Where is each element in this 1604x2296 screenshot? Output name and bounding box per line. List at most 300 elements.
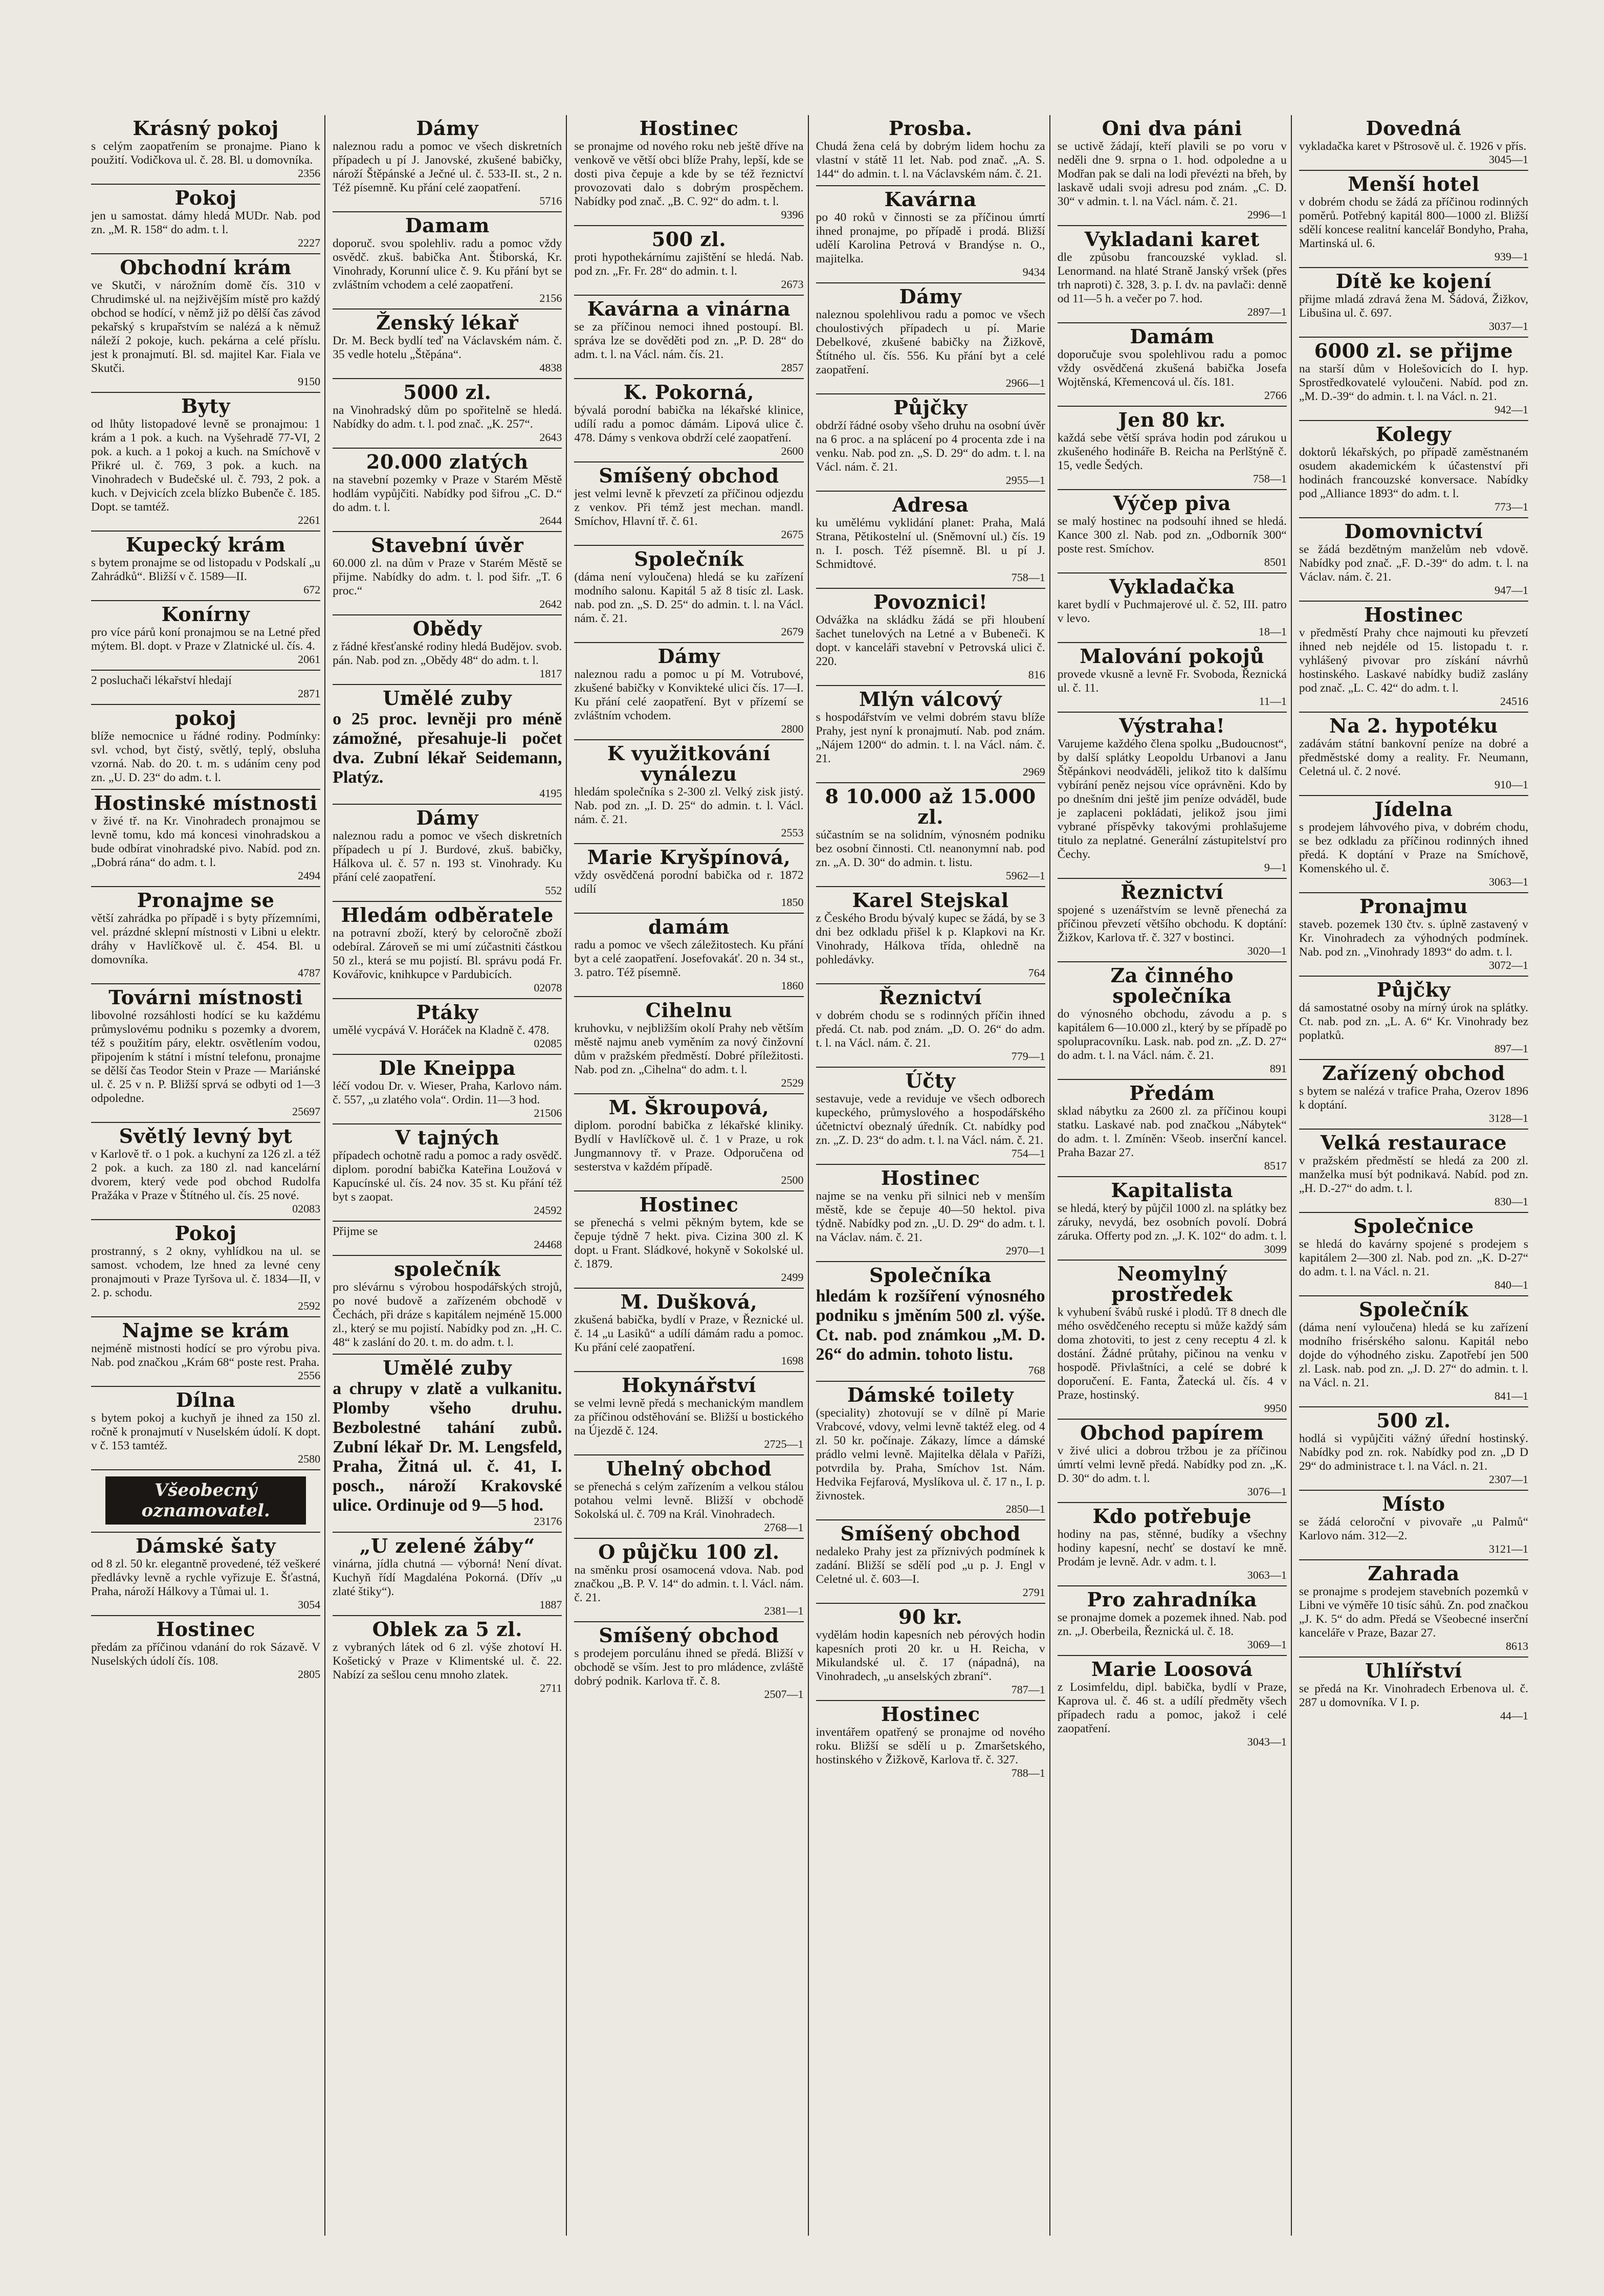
ad-reference-number: 5716 bbox=[539, 194, 562, 207]
ad-reference-number: 2966—1 bbox=[1005, 377, 1045, 389]
ad-heading: Obchodní krám bbox=[120, 256, 292, 279]
ad-body: najme se na venku při silnici neb v menším městě, kde se čepuje 40—50 hektol. piva týdně. Nabídky pod zn. „U. D. 29“ do adm. t. l. na Václav. nám. č. 21. bbox=[816, 1189, 1045, 1244]
ad-body: v předměstí Prahy chce najmouti ku převzetí ihned neb nejdéle od 15. listopadu t. r. vyhlášený pivovar pro získání návrhů hostinského. Laskavé nabídky budiž zaslány pod znač. „L. C. 42“ do adm. t. l. bbox=[1299, 626, 1529, 695]
ad-reference-number: 1887 bbox=[539, 1598, 562, 1611]
classified-ad bbox=[91, 1533, 320, 1616]
ad-body: nedaleko Prahy jest za příznivých podmínek k zadání. Bližší se sdělí pod „u p. J. Engl v Celetné ul. č. 603—I. bbox=[816, 1545, 1045, 1586]
ad-body: se pronajme od nového roku neb ještě dříve na venkově ve větší obci blíže Prahy, lepší, kde se dosti piva čepuje a kde by se též řeznictví provozovati dalo s dobrým prospěchem. Nabídky pod znač. „B. C. 92“ do adm. t. l. bbox=[574, 140, 804, 208]
ad-body: (speciality) zhotovují se v dílně pí Marie Vrabcové, vdovy, velmi levně taktéž eleg. od 4 zl. 50 kr. počínaje. Zákazy, límce a dámské prádlo velmi levně. Majitelka dělala v Paříži, potvrdila by. Praha, Smíchov 1st. Nám. Hedvika Fejfarová, Myslíkova ul. č. 17 n., I. p. živnostek. bbox=[816, 1406, 1045, 1503]
ad-body: vykladačka karet v Pštrosově ul. č. 1926 v přís. bbox=[1299, 140, 1527, 153]
ad-heading: Hostinec bbox=[639, 117, 739, 140]
classified-ad bbox=[1299, 1060, 1528, 1130]
ad-heading: Účty bbox=[905, 1069, 956, 1092]
ad-reference-number: 3121—1 bbox=[1489, 1542, 1529, 1555]
classified-ad bbox=[91, 984, 320, 1123]
classified-ad bbox=[816, 589, 1045, 686]
ad-heading: 90 kr. bbox=[898, 1605, 963, 1628]
ad-body: se pronajme domek a pozemek ihned. Nab. pod zn. „J. Oberbeila, Řeznická ul. č. 18. bbox=[1057, 1611, 1287, 1638]
ad-reference-number: 2381—1 bbox=[764, 1604, 804, 1617]
ad-body: hodlá si vypůjčiti vážný úřední hostinský. Nabídky pod zn. rok. Nabídky pod zn. „D D 29“ do administrace t. l. na Václ. n. 21. bbox=[1299, 1432, 1529, 1473]
classified-ad bbox=[816, 492, 1045, 589]
ad-body: v živé ulici a dobrou tržbou je za příčinou úmrtí velmi levně předá. Nabídky pod zn. „K. D. 30“ do adm. t. l. bbox=[1057, 1444, 1287, 1485]
classified-ad bbox=[1299, 1560, 1528, 1658]
ad-heading: Malování pokojů bbox=[1080, 645, 1265, 668]
ad-heading: Byty bbox=[181, 394, 230, 417]
classified-ad bbox=[574, 546, 803, 643]
ad-reference-number: 754—1 bbox=[1011, 1147, 1045, 1160]
ad-reference-number: 2600 bbox=[781, 445, 804, 457]
ad-heading: Řeznictví bbox=[879, 986, 982, 1009]
classified-ad bbox=[333, 805, 562, 902]
classified-ad bbox=[1058, 713, 1287, 879]
classified-ad bbox=[333, 212, 562, 310]
classified-ad bbox=[333, 999, 562, 1055]
ad-reference-number: 2970—1 bbox=[1005, 1244, 1045, 1257]
classified-ad bbox=[1058, 490, 1287, 573]
ad-heading: Za činného společníka bbox=[1110, 964, 1234, 1007]
ad-reference-number: 552 bbox=[545, 884, 562, 897]
ad-body: na potravní zboží, který by celoročně zboží odebíral. Zároveň se mi umí zúčastniti částkou 50 zl., která se mu pojistí. Bl. správu podá Fr. Kovářovic, knihkupce v Pardubicích. bbox=[333, 926, 562, 981]
ad-reference-number: 2675 bbox=[781, 528, 804, 541]
ad-heading: Konírny bbox=[161, 603, 250, 626]
classified-ad bbox=[91, 790, 320, 887]
ad-body: s hospodářstvím ve velmi dobrém stavu blíže Prahy, jest nyní k pronajmutí. Nab. pod znám. „Nájem 1200“ do admin. t. l. na Václ. nám. č. 21. bbox=[816, 711, 1045, 765]
classified-ad bbox=[91, 887, 320, 984]
ad-heading: Najme se krám bbox=[122, 1319, 290, 1342]
ad-reference-number: 3069—1 bbox=[1247, 1638, 1287, 1651]
classified-ad bbox=[333, 115, 562, 212]
ad-reference-number: 2805 bbox=[298, 1668, 321, 1681]
ad-reference-number: 939—1 bbox=[1495, 250, 1529, 263]
classified-ad bbox=[1299, 268, 1528, 338]
ad-heading: Dámy bbox=[899, 285, 962, 308]
ad-heading: Předám bbox=[1129, 1081, 1215, 1105]
ad-heading: Oni dva páni bbox=[1102, 117, 1242, 140]
classified-ad bbox=[574, 1455, 803, 1539]
ad-reference-number: 947—1 bbox=[1495, 584, 1529, 597]
classified-ad bbox=[91, 393, 320, 532]
ad-column-4 bbox=[812, 115, 1050, 2236]
ad-reference-number: 1698 bbox=[781, 1354, 804, 1367]
ad-heading: M. Dušková, bbox=[620, 1290, 758, 1313]
classified-ad bbox=[816, 887, 1045, 984]
ad-body: prostranný, s 2 okny, vyhlídkou na ul. se samost. vchodem, lze hned za levné ceny pronajmouti v Praze Tyršova ul. č. 1834—II, v 2. p. schodu. bbox=[91, 1245, 321, 1299]
ad-heading: Hostinec bbox=[639, 1193, 739, 1216]
classified-ad bbox=[1058, 115, 1287, 226]
classified-ad bbox=[574, 1191, 803, 1289]
ad-heading: 8 10.000 až 15.000 zl. bbox=[825, 785, 1036, 828]
ad-body: se malý hostinec na podsouhí ihned se hledá. Kance 300 zl. Nab. pod zn. „Odborník 300“ poste rest. Smíchov. bbox=[1057, 515, 1287, 556]
ad-heading: Menší hotel bbox=[1348, 172, 1480, 195]
ad-reference-number: 2592 bbox=[298, 1299, 321, 1312]
ad-body: libovolné rozsáhlosti hodící se ku každému průmyslovému podniku s pozemky a dvorem, též s použitím páry, elektr. osvětlením vodou, připojením k státní i místní telefonu, pronajme se dělší čas Teodor Stein v Praze — Mariánské ul. č. 25 v n. P. Bližší sprvá se odbyti od 1—3 odpoledne. bbox=[91, 1009, 321, 1105]
classified-ad bbox=[1058, 1503, 1287, 1586]
classified-ad bbox=[333, 1222, 562, 1256]
ad-body: naleznou radu a pomoc ve všech diskretních případech u pí J. Burdové, zkuš. babičky, Hálkova ul. č. 57 n. 193 st. Vinohrady. Ku přání celé zaopatření. bbox=[333, 829, 562, 884]
ad-heading: Továrni místnosti bbox=[108, 986, 303, 1009]
classified-ad bbox=[574, 379, 803, 462]
ad-body: 60.000 zl. na dům v Praze v Starém Městě se přijme. Nabídky do adm. t. l. pod šifr. „T. 6 proc.“ bbox=[333, 557, 562, 598]
ad-body: sklad nábytku za 2600 zl. za příčinou koupi statku. Laskavé nab. pod značkou „Nábytek“ do adm. t. l. Zmíněn: Všeob. inserční kancel. Praha Bazar 27. bbox=[1057, 1105, 1287, 1159]
ad-body: z vybraných látek od 6 zl. výše zhotoví H. Košetický v Praze v Klimentské ul. č. 22. Nabízí za sešlou cenu mnoho zlatek. bbox=[333, 1641, 562, 1682]
classified-ad bbox=[91, 1387, 320, 1470]
ad-body: od lhůty listopadové levně se pronajmou: 1 krám a 1 pok. a kuch. na Vyšehradě 77-VI, 2 pok. a kuch. a 1 pokoj a kuch. na Smíchově v Přikré ul. č. 769, 3 pok. a kuch. na Vinohradech v Budečské ul. č. 793, 2 pok. a kuch. v Dejvicích zcela blízko Bubenče č. 185. Dopt. se tamtéž. bbox=[91, 417, 321, 514]
ad-reference-number: 02085 bbox=[534, 1037, 562, 1050]
ad-reference-number: 672 bbox=[303, 583, 321, 596]
ad-reference-number: 02083 bbox=[292, 1202, 321, 1215]
ad-reference-number: 758—1 bbox=[1253, 472, 1287, 485]
classified-ad bbox=[1299, 1491, 1528, 1560]
ad-heading: Damám bbox=[1130, 325, 1215, 348]
ad-reference-number: 3037—1 bbox=[1489, 320, 1529, 333]
ad-heading: Ženský lékař bbox=[376, 311, 519, 334]
ad-body: přijme mladá zdravá žena M. Šádová, Žižkov, Libušina ul. č. 697. bbox=[1299, 293, 1529, 320]
ad-heading: Společníka bbox=[869, 1264, 992, 1287]
ad-reference-number: 3054 bbox=[298, 1598, 321, 1611]
ad-body: každá sebe větší správa hodin pod zárukou u zkušeného hodináře B. Reicha na Perlštýně č. 15, vedle Šedých. bbox=[1057, 431, 1287, 472]
classified-ad bbox=[574, 1622, 803, 1705]
ad-heading: Stavební úvěr bbox=[371, 534, 524, 557]
classified-ad bbox=[91, 671, 320, 705]
ad-body: karet bydlí v Puchmajerové ul. č. 52, III. patro v levo. bbox=[1057, 598, 1287, 625]
ad-heading: Společník bbox=[634, 547, 744, 570]
ad-body: nejméně mistnosti hodící se pro výrobu piva. Nab. pod značkou „Krám 68“ poste rest. Praha. bbox=[91, 1342, 321, 1369]
classified-ad bbox=[1058, 1261, 1287, 1420]
ad-heading: Světlý levný byt bbox=[119, 1124, 293, 1147]
ad-reference-number: 9396 bbox=[781, 208, 804, 221]
ad-body: se žádá celoroční v pivovaře „u Palmů“ Karlovo nám. 312—2. bbox=[1299, 1515, 1529, 1542]
ad-body: s prodejem láhvového piva, v dobrém chodu, se bez odkladu za příčinou rodinných ihned předá. K doptání v Praze na Smíchově, Komenského ul. č. bbox=[1299, 821, 1529, 875]
ad-heading: Prosba. bbox=[888, 117, 973, 140]
ad-reference-number: 3043—1 bbox=[1247, 1735, 1287, 1748]
ad-heading: Dámy bbox=[416, 806, 479, 829]
classified-ad bbox=[574, 1539, 803, 1622]
ad-reference-number: 23176 bbox=[534, 1515, 562, 1528]
ad-heading: „U zelené žáby“ bbox=[359, 1534, 535, 1557]
ad-heading: 6000 zl. se přijme bbox=[1314, 339, 1513, 362]
ad-heading: Dámy bbox=[657, 645, 720, 668]
ad-reference-number: 2494 bbox=[298, 869, 321, 882]
ad-body: Odvážka na skládku žádá se při hloubení šachet tunelových na Letné a v Bubeneči. K dopt. v kanceláři stavební v Petrovská ulici č. 220. bbox=[816, 613, 1045, 668]
ad-heading: Smíšený obchod bbox=[599, 1624, 779, 1647]
ad-heading: Krásný pokoj bbox=[133, 117, 279, 140]
ad-reference-number: 5962—1 bbox=[1005, 869, 1045, 882]
ad-heading: 20.000 zlatých bbox=[366, 450, 529, 473]
classified-ad bbox=[1058, 573, 1287, 643]
ad-reference-number: 8501 bbox=[1264, 556, 1287, 568]
ad-heading: pokoj bbox=[175, 707, 236, 730]
classified-ad bbox=[91, 1470, 320, 1533]
ad-heading: Výstraha! bbox=[1119, 714, 1225, 737]
ad-body: staveb. pozemek 130 čtv. s. úplně zastavený v Kr. Vinohradech za výhodných podmínek. Nab. pod zn. „Vinohrady 1893“ do adm. t. l. bbox=[1299, 918, 1529, 959]
ad-body: z Losimfeldu, dipl. babička, bydlí v Praze, Kaprova ul. č. 46 st. a udílí předměty všech případech radu a pomoc, jakož i celé zaopatření. bbox=[1057, 1681, 1287, 1735]
ad-heading: Uhelný obchod bbox=[606, 1457, 772, 1480]
ad-body: se žádá bezdětným manželům neb vdově. Nabídky pod znač. „F. D.-39“ do adm. t. l. na Václav. nám. č. 21. bbox=[1299, 543, 1529, 584]
ad-body: doktorů lékařských, po případě zaměstnaném osudem akademickém k účastenství při hodinách francouzské konversace. Nabídky pod „Alliance 1893“ do adm. t. l. bbox=[1299, 446, 1529, 500]
ad-heading: O půjčku 100 zl. bbox=[598, 1540, 780, 1563]
classified-ad bbox=[1299, 1407, 1528, 1491]
classified-ad bbox=[1058, 226, 1287, 323]
ad-heading: Kupecký krám bbox=[125, 533, 286, 556]
ad-body: s prodejem porculánu ihned se předá. Bližší v obchodě se vším. Jest to pro mládence, zvláště dobrý podnik. Karlova tř. č. 8. bbox=[574, 1647, 804, 1688]
ad-reference-number: 910—1 bbox=[1495, 778, 1529, 791]
ad-heading: Kdo potřebuje bbox=[1092, 1505, 1251, 1528]
ad-body: Dr. M. Beck bydlí teď na Václavském nám. č. 35 vedle hotelu „Štěpána“. bbox=[333, 334, 562, 361]
ad-body: hledám k rozšíření výnosného podniku s jměním 500 zl. výše. Ct. nab. pod známkou „M. D. 26“ do admin. tohoto listu. bbox=[816, 1287, 1045, 1364]
ad-heading: Vykladani karet bbox=[1084, 228, 1260, 251]
ad-body: pro více párů koní pronajmou se na Letné před mýtem. Bl. dopt. v Praze v Zlatnické ul. čís. 4. bbox=[91, 626, 321, 653]
ad-body: vždy osvědčená porodní babička od r. 1872 udílí bbox=[574, 869, 804, 896]
ad-heading: Kolegy bbox=[1376, 423, 1452, 446]
classified-ad bbox=[333, 532, 562, 615]
classified-ad bbox=[816, 783, 1045, 887]
ad-body: na Vinohradský dům po spořitelně se hledá. Nabídky do adm. t. l. pod znač. „K. 257“. bbox=[333, 404, 562, 431]
ad-reference-number: 2643 bbox=[539, 431, 562, 444]
ad-reference-number: 8517 bbox=[1264, 1159, 1287, 1172]
ad-heading: Místo bbox=[1382, 1492, 1445, 1515]
ad-reference-number: 788—1 bbox=[1011, 1767, 1045, 1779]
ad-reference-number: 2766 bbox=[1264, 389, 1287, 402]
ad-reference-number: 841—1 bbox=[1495, 1389, 1529, 1402]
ad-reference-number: 897—1 bbox=[1495, 1042, 1529, 1055]
classified-ad bbox=[91, 705, 320, 790]
classified-ad bbox=[91, 1123, 320, 1220]
ad-reference-number: 2897—1 bbox=[1247, 305, 1287, 318]
ad-body: jen u samostat. dámy hledá MUDr. Nab. pod zn. „M. R. 158“ do adm. t. l. bbox=[91, 209, 321, 236]
ad-body: dle způsobu francouzské vyklad. sl. Lenormand. na hlaté Straně Janský vršek (přes trh naproti) č. 328, 3. p. I. dv. na pavlači: denně od 11—5 h. a večer po 7. hod. bbox=[1057, 251, 1287, 305]
classified-ad bbox=[91, 115, 320, 185]
ad-body: k vyhubení švábů ruské i plodů. Tř 8 dnech dle mého osvědčeného receptu si může každý sám doma zhotoviti, to jest z ceny receptu 4 zl. k dostání. Žádné průtahy, pičinou na venku v hospodě. Přivlaštníci, a celé se dobré k doporučení. E. Fanta, Žatecká ul. čís. 4 v Praze, hostinský. bbox=[1057, 1306, 1287, 1402]
ad-body: vinárna, jídla chutná — výborná! Není dívat. Kuchyň řídí Magdaléna Pokorná. (Dřív „u zlaté štiky“). bbox=[333, 1557, 562, 1598]
ad-heading: Neomylný prostředek bbox=[1111, 1262, 1233, 1306]
classified-ad bbox=[333, 1124, 562, 1222]
ad-reference-number: 2580 bbox=[298, 1452, 321, 1465]
ad-reference-number: 9—1 bbox=[1264, 861, 1287, 874]
classified-ad bbox=[574, 844, 803, 914]
classified-ad bbox=[816, 115, 1045, 186]
ad-reference-number: 9434 bbox=[1022, 266, 1045, 278]
ad-body: do výnosného obchodu, závodu a p. s kapitálem 6—10.000 zl., který by se případě po spolupracovníku. Lask. nab. pod zn. „Z. D. 27“ do adm. t. l. na Václ. nám. č. 21. bbox=[1057, 1007, 1287, 1062]
ad-body: zadávám státní bankovní peníze na dobré a předměstské domy a reality. Fr. Neumann, Celetná ul. č. 2 nové. bbox=[1299, 737, 1529, 778]
ad-reference-number: 2711 bbox=[540, 1682, 562, 1694]
ad-reference-number: 2725—1 bbox=[764, 1438, 804, 1450]
classified-ad bbox=[1299, 713, 1528, 796]
ad-reference-number: 2996—1 bbox=[1247, 208, 1287, 221]
ad-body: súčastním se na solidním, výnosném podniku bez osobní činnosti. Ctl. neanonymní nab. pod zn. „A. D. 30“ do admin. t. listu. bbox=[816, 828, 1045, 869]
ad-body: Přijme se bbox=[333, 1225, 378, 1238]
ad-heading: Pokoj bbox=[174, 186, 237, 209]
ad-heading: Velká restaurace bbox=[1320, 1131, 1507, 1154]
ad-body: se přenechá s velmi pěkným bytem, kde se čepuje týdně 7 hekt. piva. Cizina 300 zl. K dopt. u Frant. Sládkové, hokyně v Sokolské ul. č. 1879. bbox=[574, 1216, 804, 1271]
ad-reference-number: 2499 bbox=[781, 1271, 804, 1284]
ad-body: (dáma není vyloučena) hledá se ku zařízení modního frisérského salonu. Kapitál nebo dojde do výhodného zisku. Zapotřebí jen 500 zl. Lask. nab. pod zn. „J. D. 27“ do admin. t. l. na Václ. n. 21. bbox=[1299, 1321, 1529, 1389]
classified-ad bbox=[816, 686, 1045, 783]
ad-body: se uctivě žádají, kteří plavili se po voru v neděli dne 9. srpna o 1. hod. odpoledne a u Modřan pak se dali na lodi převézti na břeh, by laskavě udali svoji adresu pod znám. „C. D. 30“ v admin. t. l. na Václ. nám. č. 21. bbox=[1057, 140, 1287, 208]
classified-ad bbox=[574, 1289, 803, 1372]
ad-body: s bytem pokoj a kuchyň je ihned za 150 zl. ročně k pronajmutí v Nuselském údolí. K dopt. v č. 153 tamtéž. bbox=[91, 1411, 321, 1452]
classified-ad bbox=[1299, 602, 1528, 713]
ad-heading: Kavárna a vinárna bbox=[587, 297, 791, 320]
ad-reference-number: 2261 bbox=[298, 514, 321, 526]
ad-reference-number: 2507—1 bbox=[764, 1688, 804, 1701]
ad-reference-number: 3063—1 bbox=[1489, 875, 1529, 888]
ad-reference-number: 9150 bbox=[298, 375, 321, 388]
classified-ad bbox=[1299, 796, 1528, 893]
classified-ad bbox=[333, 1355, 562, 1533]
ad-heading: Řeznictví bbox=[1120, 880, 1224, 903]
classified-ad bbox=[1058, 1656, 1287, 1752]
ad-reference-number: 2850—1 bbox=[1005, 1503, 1045, 1515]
ad-body: bývalá porodní babička na lékařské klinice, udílí radu a pomoc dámám. Lipová ulice č. 478. Dámy s venkova obdrží celé zaopatření. bbox=[574, 404, 804, 445]
ad-reference-number: 2955—1 bbox=[1005, 474, 1045, 487]
ad-heading: Pro zahradníka bbox=[1087, 1588, 1257, 1611]
ad-reference-number: 816 bbox=[1028, 668, 1045, 681]
ad-heading: Dle Kneippa bbox=[379, 1056, 516, 1079]
ad-body: v živé tř. na Kr. Vinohradech pronajmou se levně tomu, kdo má koncesi vinohradskou a bude odbírat vinohradské pivo. Nabíd. pod zn. „Dobrá rána“ do adm. t. l. bbox=[91, 814, 321, 869]
ad-reference-number: 24516 bbox=[1500, 695, 1529, 708]
ad-heading: Na 2. hypotéku bbox=[1329, 714, 1498, 737]
ad-reference-number: 44—1 bbox=[1500, 1709, 1529, 1722]
ad-heading: Hostinec bbox=[1364, 603, 1463, 626]
classified-ad bbox=[333, 1055, 562, 1124]
ad-reference-number: 25697 bbox=[292, 1105, 321, 1118]
classified-ad bbox=[333, 902, 562, 999]
ad-heading: 500 zl. bbox=[651, 228, 727, 251]
ad-reference-number: 3128—1 bbox=[1489, 1112, 1529, 1124]
ad-column-6 bbox=[1295, 115, 1532, 2236]
ad-body: se za příčinou nemoci ihned postoupí. Bl. správa lze se dověděti pod zn. „P. D. 28“ do adm. t. l. na Václ. nám. čís. 21. bbox=[574, 320, 804, 361]
classified-ad bbox=[91, 254, 320, 393]
ad-heading: Jídelna bbox=[1374, 798, 1453, 821]
ad-heading: Dítě ke kojení bbox=[1335, 270, 1492, 293]
ad-body: na stavební pozemky v Praze v Starém Městě hodlám vypůjčiti. Nabídky pod šifrou „C. D.“ do adm. t. l. bbox=[333, 473, 562, 514]
ad-heading: Hostinec bbox=[881, 1703, 980, 1726]
ad-reference-number: 2227 bbox=[298, 236, 321, 249]
ad-heading: Výčep piva bbox=[1113, 492, 1231, 515]
ad-reference-number: 2969 bbox=[1022, 765, 1045, 778]
ad-heading: Hostinec bbox=[156, 1618, 255, 1641]
ad-heading: Dámy bbox=[416, 117, 479, 140]
classified-ad bbox=[1299, 1130, 1528, 1213]
ad-body: Varujeme každého člena spolku „Budoucnost“, by další splátky Leopoldu Urbanovi a Janu Štěpánkovi neodváděli, jelikož tito k dalšímu vybírání peněz nejsou více oprávněni. Kdo by po dnešním dni ještě jim peníze odváděl, bude je zaplaceni pokládati, jelikož jsou jimi vybrané příspěvky takovými prohlašujeme titulo za neplatné. Generální zástupitelství pro Čechy. bbox=[1057, 737, 1287, 861]
ad-heading: Vykladačka bbox=[1109, 575, 1235, 598]
ad-heading: Dílna bbox=[175, 1388, 236, 1411]
ad-reference-number: 24468 bbox=[534, 1238, 562, 1251]
classified-ad bbox=[816, 186, 1045, 283]
ad-heading: Hledám odběratele bbox=[341, 903, 554, 926]
ad-reference-number: 758—1 bbox=[1011, 571, 1045, 584]
classified-ad bbox=[816, 1262, 1045, 1382]
ad-body: provede vkusně a levně Fr. Svoboda, Řeznická ul. č. 11. bbox=[1057, 668, 1287, 695]
classified-ad bbox=[1058, 1080, 1287, 1177]
ad-reference-number: 2307—1 bbox=[1489, 1473, 1529, 1486]
ad-heading: Pronajme se bbox=[137, 889, 275, 912]
classified-ad bbox=[1058, 1586, 1287, 1656]
ad-reference-number: 768 bbox=[1028, 1364, 1045, 1377]
ad-heading: Jen 80 kr. bbox=[1118, 408, 1226, 431]
classified-ad bbox=[1299, 171, 1528, 268]
ad-body: naleznou spolehlivou radu a pomoc ve všech choulostivých případech u pí. Marie Debelkové, zkušené babičky na Žižkově, Štítného ul. čís. 556. Ku přání byt a celé zaopatření. bbox=[816, 308, 1045, 377]
classified-ad bbox=[1299, 1213, 1528, 1296]
ad-reference-number: 2679 bbox=[781, 625, 804, 638]
ad-heading: M. Škroupová, bbox=[608, 1096, 770, 1119]
ad-body: doporuč. svou spolehliv. radu a pomoc vždy osvědč. zkuš. babička Ant. Štiborská, Kr. Vinohrady, Korunní ulice č. 9. Ku přání byt se zvláštním vchodem a celé zaopatření. bbox=[333, 237, 562, 292]
ad-body: dá samostatné osoby na mírný úrok na splátky. Ct. nab. pod zn. „L. A. 6“ Kr. Vinohrady bez poplatků. bbox=[1299, 1001, 1529, 1042]
ad-reference-number: 2791 bbox=[1022, 1586, 1045, 1599]
ad-reference-number: 2642 bbox=[539, 598, 562, 610]
ad-body: zkušená babička, bydlí v Praze, v Řeznické ul. č. 14 „u Lasiků“ a udílí dámám radu a pomoc. Ku přání celé zaopatření. bbox=[574, 1313, 804, 1354]
ad-reference-number: 2356 bbox=[298, 167, 321, 180]
ad-body: ku umělému vyklidání planet: Praha, Malá Strana, Pětikostelní ul. (Sněmovní ul.) čís. 19 n. I. posch. Též písemně. Bl. u pí J. Schmidtové. bbox=[816, 516, 1045, 571]
classified-ad bbox=[91, 1220, 320, 1317]
ad-reference-number: 2556 bbox=[298, 1369, 321, 1382]
classified-ad bbox=[816, 394, 1045, 492]
ad-heading: Smíšený obchod bbox=[840, 1522, 1021, 1545]
classified-ad bbox=[1058, 643, 1287, 713]
classified-ad bbox=[333, 449, 562, 532]
ad-reference-number: 2644 bbox=[539, 514, 562, 527]
ad-reference-number: 4787 bbox=[298, 966, 321, 979]
ad-body: Chudá žena celá by dobrým lidem hochu za vlastní v státě 11 let. Nab. pod znač. „A. S. 144“ do admin. t. l. na Václavském nám. č. 21. bbox=[816, 140, 1045, 181]
ad-heading: Ptáky bbox=[416, 1001, 479, 1024]
classified-ad bbox=[1058, 1420, 1287, 1503]
classified-ad bbox=[816, 984, 1045, 1068]
ad-heading: Uhlířství bbox=[1365, 1659, 1462, 1682]
ad-body: se předá na Kr. Vinohradech Erbenova ul. č. 287 u domovníka. V I. p. bbox=[1299, 1682, 1529, 1709]
ad-body: na směnku prosí osamocená vdova. Nab. pod značkou „B. P. V. 14“ do admin. t. l. Václ. nám. č. 21. bbox=[574, 1563, 804, 1604]
ad-reference-number: 02078 bbox=[534, 981, 562, 994]
ad-heading: K. Pokorná, bbox=[623, 381, 754, 404]
ad-body: léčí vodou Dr. v. Wieser, Praha, Karlovo nám. č. 557, „u zlatého vola“. Ordin. 11—3 hod. bbox=[333, 1079, 562, 1107]
ad-heading: Hostinec bbox=[881, 1166, 980, 1189]
section-banner: Všeobecný oznamovatel. bbox=[105, 1476, 305, 1525]
ad-heading: K využitkování vynálezu bbox=[607, 742, 771, 785]
ad-heading: Společnice bbox=[1353, 1215, 1474, 1238]
ad-body: předám za příčinou vdanání do rok Sázavě. V Nuselských údolí čís. 108. bbox=[91, 1641, 321, 1668]
ad-heading: Kapitalista bbox=[1111, 1179, 1234, 1202]
ad-heading: Smíšený obchod bbox=[599, 464, 779, 487]
ad-heading: Povoznici! bbox=[873, 590, 988, 613]
ad-reference-number: 24592 bbox=[534, 1204, 562, 1217]
classified-ad bbox=[816, 283, 1045, 394]
ad-heading: 500 zl. bbox=[1376, 1409, 1451, 1432]
classified-ad bbox=[816, 1068, 1045, 1165]
ad-body: kruhovku, v nejbližším okolí Prahy neb větším městě najmu aneb vyměním za nový činžovní dům v pražském předměstí. Dobré příležitosti. Nab. pod zn. „Cihelna“ do adm. t. l. bbox=[574, 1022, 804, 1076]
ad-reference-number: 2500 bbox=[781, 1174, 804, 1186]
classified-ad bbox=[816, 1520, 1045, 1604]
ad-reference-number: 2871 bbox=[298, 687, 321, 700]
ad-heading: Damam bbox=[405, 214, 490, 237]
ad-reference-number: 2768—1 bbox=[764, 1521, 804, 1534]
classified-ad bbox=[1299, 1296, 1528, 1407]
ad-heading: Společník bbox=[1358, 1298, 1468, 1321]
ad-body: doporučuje svou spolehlivou radu a pomoc vždy osvědčená zkušená babička Josefa Wojtěnská, Křemencová ul. čís. 181. bbox=[1057, 348, 1287, 389]
ad-heading: Karel Stejskal bbox=[852, 889, 1009, 912]
ad-column-2 bbox=[328, 115, 567, 2236]
classified-ad bbox=[574, 115, 803, 226]
ad-body: v dobrém chodu se s rodinných příčin ihned předá. Ct. nab. pod znám. „D. O. 26“ do adm. t. l. na Václ. nám. č. 21. bbox=[816, 1009, 1045, 1050]
classified-ad bbox=[1058, 962, 1287, 1080]
classified-ad bbox=[574, 643, 803, 740]
ad-heading: Umělé zuby bbox=[383, 687, 512, 710]
classified-ad bbox=[574, 1094, 803, 1191]
ad-reference-number: 11—1 bbox=[1259, 695, 1287, 708]
classified-ad bbox=[333, 1616, 562, 1698]
classified-ad bbox=[333, 685, 562, 805]
ad-body: inventářem opatřený se pronajme od nového roku. Bližší se sdělí u p. Zmaršetského, hostinského v Žižkově, Karlova tř. č. 327. bbox=[816, 1726, 1045, 1767]
ad-body: hodiny na pas, stěnné, budíky a všechny hodiny kapesní, nechť se dostaví ke mně. Prodám je levně. Adr. v adm. t. l. bbox=[1057, 1528, 1287, 1569]
ad-heading: Kavárna bbox=[884, 188, 977, 211]
